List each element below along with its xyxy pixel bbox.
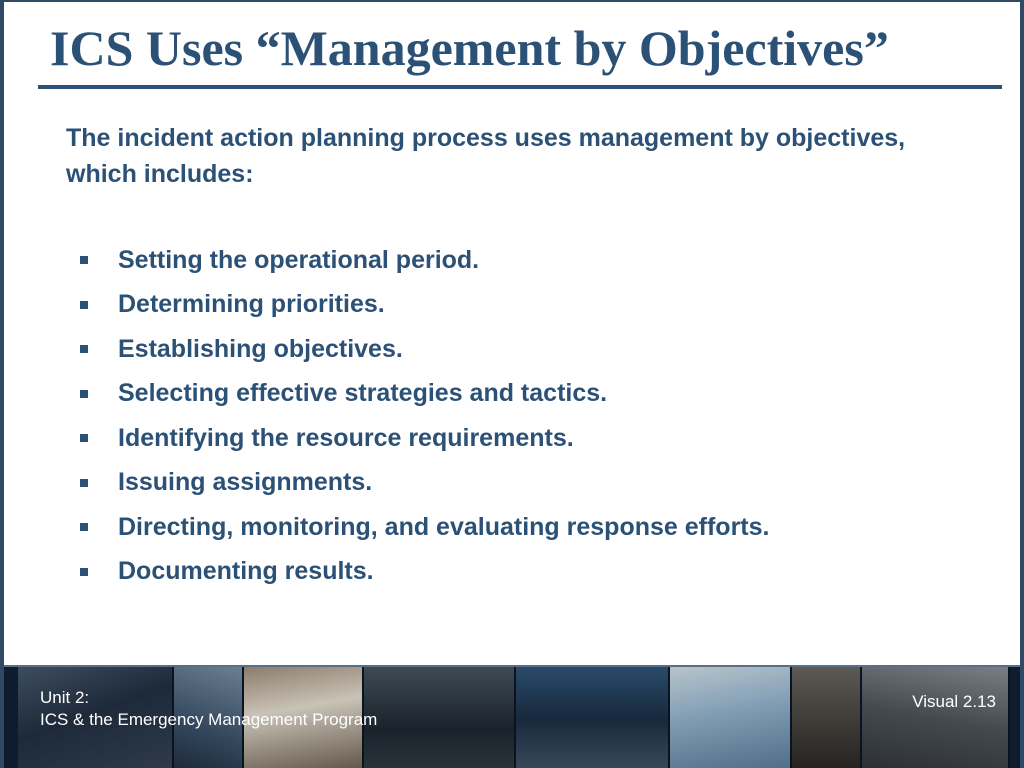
photo-emergency-vehicle xyxy=(862,667,1010,768)
slide-title: ICS Uses “Management by Objectives” xyxy=(50,20,889,76)
square-bullet-icon xyxy=(80,479,88,487)
bullet-list xyxy=(80,238,769,594)
square-bullet-icon xyxy=(80,345,88,353)
square-bullet-icon xyxy=(80,523,88,531)
footer-unit-label xyxy=(40,687,377,731)
square-bullet-icon xyxy=(80,301,88,309)
photo-operations-center xyxy=(516,667,670,768)
title-underline xyxy=(38,85,1002,89)
photo-medical-staff xyxy=(670,667,792,768)
bullet-text: Determining priorities. xyxy=(118,290,385,319)
bullet-item xyxy=(80,327,769,372)
square-bullet-icon xyxy=(80,390,88,398)
photo-office-worker xyxy=(792,667,862,768)
bullet-text: Setting the operational period. xyxy=(118,245,480,274)
footer-unit-line1: Unit 2: xyxy=(40,688,90,707)
bullet-item xyxy=(80,505,769,550)
square-bullet-icon xyxy=(80,256,88,264)
bullet-text: Directing, monitoring, and evaluating response efforts. xyxy=(118,512,770,541)
bullet-text: Selecting effective strategies and tactics. xyxy=(118,379,608,408)
footer-unit-line2: ICS & the Emergency Management Program xyxy=(40,710,378,729)
square-bullet-icon xyxy=(80,434,88,442)
photo-building xyxy=(364,667,516,768)
bullet-text: Identifying the resource requirements. xyxy=(118,423,574,452)
square-bullet-icon xyxy=(80,568,88,576)
bullet-item xyxy=(80,550,769,595)
footer-banner xyxy=(4,665,1020,768)
bullet-item xyxy=(80,372,769,417)
footer-visual-number: Visual 2.13 xyxy=(912,692,996,711)
bullet-item xyxy=(80,283,769,328)
bullet-item xyxy=(80,238,769,283)
bullet-text: Issuing assignments. xyxy=(118,468,373,497)
bullet-text: Documenting results. xyxy=(118,557,374,586)
bullet-text: Establishing objectives. xyxy=(118,334,403,363)
bullet-item xyxy=(80,416,769,461)
intro-text: The incident action planning process uses management by objectives, which includes: xyxy=(66,124,906,188)
bullet-item xyxy=(80,461,769,506)
